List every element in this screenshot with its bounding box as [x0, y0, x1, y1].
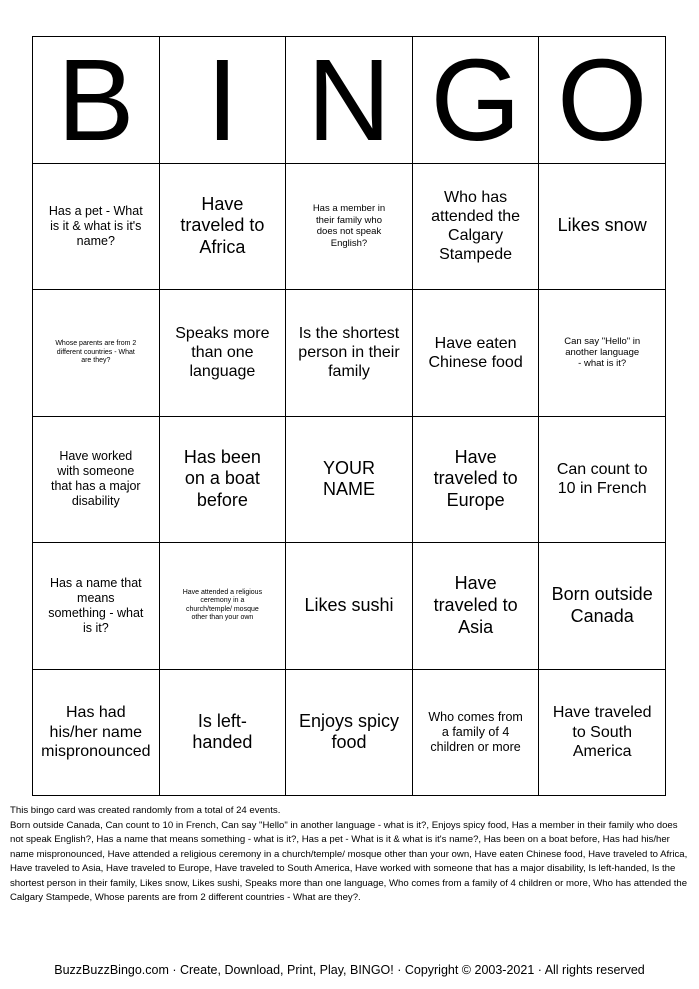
bingo-cell — [413, 543, 540, 670]
bingo-cell-text: Likes snow — [557, 215, 647, 236]
bingo-cell — [160, 417, 287, 544]
bingo-cell — [286, 543, 413, 670]
bingo-cell — [286, 290, 413, 417]
bingo-cell-text: Enjoys spicy food — [298, 710, 400, 753]
bingo-cell — [413, 417, 540, 544]
bingo-cell-text: Have traveled to Asia — [433, 573, 518, 637]
bingo-cell — [286, 164, 413, 291]
description-intro: This bingo card was created randomly from a total of 24 events. — [10, 805, 281, 816]
bingo-cell-text: Has had his/her name mispronounced — [41, 704, 151, 760]
bingo-cell-text: Speaks more than one language — [175, 324, 270, 381]
bingo-cell-text: Likes sushi — [304, 594, 394, 615]
bingo-cell — [160, 164, 287, 291]
bingo-cell-text: Can count to 10 in French — [556, 461, 648, 498]
card-description — [10, 804, 690, 906]
bingo-cell — [539, 164, 666, 291]
footer-copyright: BuzzBuzzBingo.com · Create, Download, Print, Play, BINGO! · Copyright © 2003-2021 · All rights reserved — [54, 963, 645, 977]
bingo-cell — [286, 670, 413, 797]
bingo-cell — [160, 543, 287, 670]
header-letter-o: O — [539, 37, 666, 164]
description-events: Born outside Canada, Can count to 10 in French, Can say "Hello" in another language - what is it?, Enjoys spicy food, Has a member in their family who does not speak English?, Has a name that means something - what is it?, Has a pet - What is it & what is it's name?, Has been on a boat before, Has had his/her name mispronounced, Have attended a religious ceremony in a church/temple/ mosque other than your own, Have eaten Chinese food, Have traveled to Africa, Have traveled to Asia, Have traveled to Europe, Have traveled to South America, Have worked with someone that has a major disability, Is left-handed, Is the shortest person in their family, Likes snow, Likes sushi, Speaks more than one language, Who comes from a family of 4 children or more, Who has attended the Calgary Stampede, Whose parents are from 2 different countries - What are they?. — [10, 819, 688, 904]
bingo-cell-text: Has a name that means something - what is it? — [48, 575, 144, 635]
bingo-cell-text: Have traveled to Africa — [180, 193, 265, 258]
bingo-cell — [286, 417, 413, 544]
bingo-cell-text: Whose parents are from 2 different countries - What are they? — [55, 340, 137, 364]
bingo-cell — [160, 670, 287, 797]
bingo-cell — [413, 290, 540, 417]
bingo-cell-text: Born outside Canada — [551, 584, 653, 626]
bingo-cell-text: Have traveled to South America — [552, 704, 652, 760]
bingo-cell-text: Have eaten Chinese food — [428, 334, 523, 371]
bingo-cell-text: Has been on a boat before — [183, 446, 261, 511]
bingo-cell — [33, 290, 160, 417]
bingo-cell-text: YOUR NAME — [322, 457, 375, 500]
bingo-cell-text: Have traveled to Europe — [433, 446, 518, 511]
header-letter-b: B — [33, 37, 160, 164]
bingo-cell — [160, 290, 287, 417]
bingo-cell — [33, 670, 160, 797]
bingo-cell — [413, 670, 540, 797]
bingo-cell — [33, 417, 160, 544]
bingo-cell-text: Has a pet - What is it & what is it's name? — [48, 203, 143, 248]
bingo-cell-text: Is the shortest person in their family — [298, 324, 400, 381]
header-letter-i: I — [160, 37, 287, 164]
header-letter-n: N — [286, 37, 413, 164]
bingo-cell — [33, 164, 160, 291]
bingo-cell-text: Is left-handed — [192, 710, 253, 753]
bingo-cell-text: Who comes from a family of 4 children or more — [428, 709, 523, 754]
bingo-card — [32, 36, 666, 796]
bingo-cell — [413, 164, 540, 291]
header-letter-g: G — [413, 37, 540, 164]
bingo-cell-text: Has a member in their family who does not speak English? — [312, 203, 386, 249]
bingo-cell-text: Have attended a religious ceremony in a church/temple/ mosque other than your own — [182, 588, 263, 622]
bingo-cell-text: Can say "Hello" in another language - what is it? — [564, 335, 641, 370]
bingo-cell-text: Who has attended the Calgary Stampede — [431, 188, 521, 264]
bingo-cell — [539, 417, 666, 544]
bingo-cell — [539, 290, 666, 417]
bingo-cell — [539, 543, 666, 670]
bingo-cell — [33, 543, 160, 670]
bingo-cell — [539, 670, 666, 797]
bingo-cell-text: Have worked with someone that has a major disability — [50, 449, 141, 509]
